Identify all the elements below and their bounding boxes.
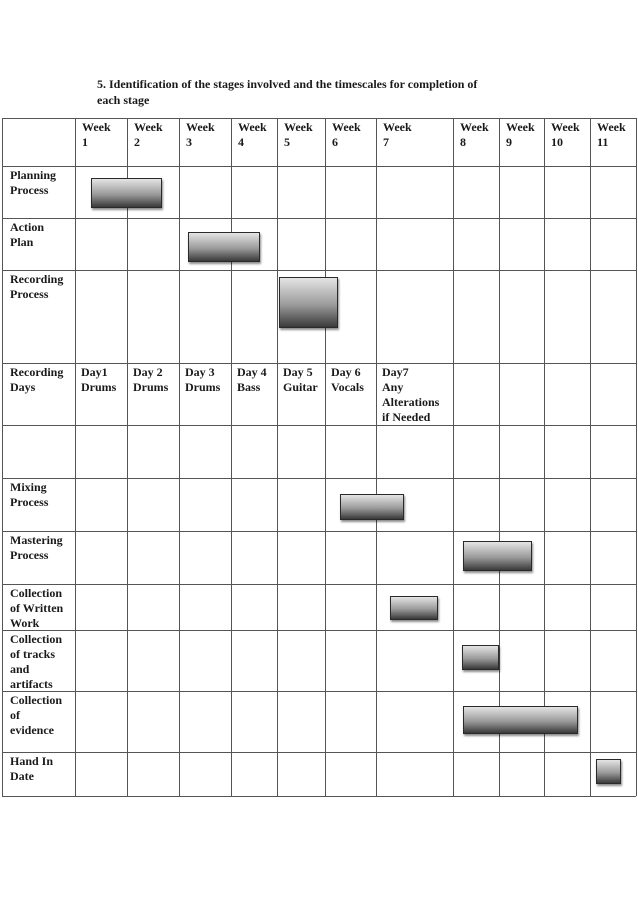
week-header-10-line: Week bbox=[551, 120, 580, 134]
week-header-4 bbox=[238, 120, 267, 150]
row-label-line: Process bbox=[10, 287, 49, 301]
week-header-3 bbox=[186, 120, 215, 150]
recording-day-cell bbox=[133, 365, 168, 395]
row-label-line: Plan bbox=[10, 235, 34, 249]
row-label bbox=[10, 693, 62, 738]
week-header-10-line: 10 bbox=[551, 135, 563, 149]
row-label bbox=[10, 632, 62, 692]
row-label bbox=[10, 586, 63, 631]
week-header-11-line: Week bbox=[597, 120, 626, 134]
week-header-4-line: Week bbox=[238, 120, 267, 134]
week-header-1-line: 1 bbox=[82, 135, 88, 149]
row-label-line: Mastering bbox=[10, 533, 63, 547]
recording-day-cell-line: Day 4 bbox=[237, 365, 267, 379]
week-header-7 bbox=[383, 120, 412, 150]
week-header-9-line: 9 bbox=[506, 135, 512, 149]
recording-day-cell-line: Drums bbox=[185, 380, 221, 394]
week-header-9-line: Week bbox=[506, 120, 535, 134]
row-label-line: Action bbox=[10, 220, 44, 234]
gantt-bar bbox=[188, 232, 260, 262]
row-label bbox=[10, 533, 63, 563]
recording-day-cell-line: Day7 bbox=[382, 365, 409, 379]
row-label-line: Process bbox=[10, 183, 49, 197]
row-label bbox=[10, 365, 63, 395]
gantt-bar bbox=[596, 759, 621, 784]
recording-day-cell-line: Day 2 bbox=[133, 365, 163, 379]
row-label-line: of Written bbox=[10, 601, 64, 615]
row-label-line: Days bbox=[10, 380, 36, 394]
gantt-bar bbox=[340, 494, 404, 520]
heading-line-1: 5. Identification of the stages involved and the timescales for completion of bbox=[97, 77, 478, 91]
recording-day-cell-line: Alterations bbox=[382, 395, 440, 409]
row-label-line: Process bbox=[10, 548, 49, 562]
row-label-line: Recording bbox=[10, 365, 64, 379]
recording-day-cell-line: Bass bbox=[237, 380, 261, 394]
heading-line-2: each stage bbox=[97, 93, 150, 107]
week-header-5 bbox=[284, 120, 313, 150]
recording-day-cell bbox=[185, 365, 220, 395]
gantt-bar bbox=[462, 645, 499, 670]
row-label-line: of tracks bbox=[10, 647, 55, 661]
week-header-3-line: Week bbox=[186, 120, 215, 134]
recording-day-cell-line: Day 3 bbox=[185, 365, 215, 379]
week-header-5-line: 5 bbox=[284, 135, 290, 149]
row-label-line: evidence bbox=[10, 723, 54, 737]
row-label-line: Mixing bbox=[10, 480, 47, 494]
week-header-7-line: 7 bbox=[383, 135, 389, 149]
recording-day-cell-line: Day 6 bbox=[331, 365, 361, 379]
row-label-line: Collection bbox=[10, 586, 62, 600]
recording-day-cell-line: Day 5 bbox=[283, 365, 313, 379]
row-label-line: Process bbox=[10, 495, 49, 509]
recording-day-cell bbox=[331, 365, 364, 395]
week-header-10 bbox=[551, 120, 580, 150]
recording-day-cell bbox=[237, 365, 267, 395]
recording-day-cell-line: Guitar bbox=[283, 380, 318, 394]
week-header-2-line: 2 bbox=[134, 135, 140, 149]
row-label-line: Collection bbox=[10, 632, 62, 646]
week-header-8-line: Week bbox=[460, 120, 489, 134]
row-label-line: Collection bbox=[10, 693, 62, 707]
gantt-bar bbox=[91, 178, 162, 208]
recording-day-cell-line: Day1 bbox=[81, 365, 108, 379]
recording-day-cell-line: Vocals bbox=[331, 380, 364, 394]
week-header-5-line: Week bbox=[284, 120, 313, 134]
row-label-line: artifacts bbox=[10, 677, 53, 691]
gantt-bar bbox=[279, 277, 338, 328]
row-label bbox=[10, 272, 63, 302]
recording-day-cell bbox=[382, 365, 439, 425]
row-label bbox=[10, 480, 48, 510]
gantt-bar bbox=[463, 706, 578, 734]
row-label bbox=[10, 220, 44, 250]
recording-day-cell bbox=[283, 365, 318, 395]
week-header-7-line: Week bbox=[383, 120, 412, 134]
row-label-line: Planning bbox=[10, 168, 57, 182]
row-label bbox=[10, 168, 56, 198]
gantt-bar bbox=[390, 596, 438, 620]
week-header-8-line: 8 bbox=[460, 135, 466, 149]
gantt-bar bbox=[463, 541, 532, 571]
week-header-2-line: Week bbox=[134, 120, 163, 134]
week-header-11 bbox=[597, 120, 626, 150]
week-header-1-line: Week bbox=[82, 120, 111, 134]
row-label-line: Date bbox=[10, 769, 34, 783]
row-label bbox=[10, 754, 53, 784]
row-label-line: Work bbox=[10, 616, 40, 630]
week-header-6 bbox=[332, 120, 361, 150]
recording-day-cell-line: Any bbox=[382, 380, 404, 394]
row-label-line: of bbox=[10, 708, 20, 722]
row-label-line: and bbox=[10, 662, 30, 676]
recording-day-cell-line: if Needed bbox=[382, 410, 431, 424]
week-header-3-line: 3 bbox=[186, 135, 192, 149]
row-label-line: Recording bbox=[10, 272, 64, 286]
week-header-6-line: 6 bbox=[332, 135, 338, 149]
week-header-9 bbox=[506, 120, 535, 150]
recording-day-cell-line: Drums bbox=[133, 380, 169, 394]
row-label-line: Hand In bbox=[10, 754, 54, 768]
week-header-1 bbox=[82, 120, 111, 150]
recording-day-cell-line: Drums bbox=[81, 380, 117, 394]
week-header-6-line: Week bbox=[332, 120, 361, 134]
week-header-4-line: 4 bbox=[238, 135, 244, 149]
week-header-11-line: 11 bbox=[597, 135, 609, 149]
week-header-8 bbox=[460, 120, 489, 150]
recording-day-cell bbox=[81, 365, 116, 395]
week-header-2 bbox=[134, 120, 163, 150]
